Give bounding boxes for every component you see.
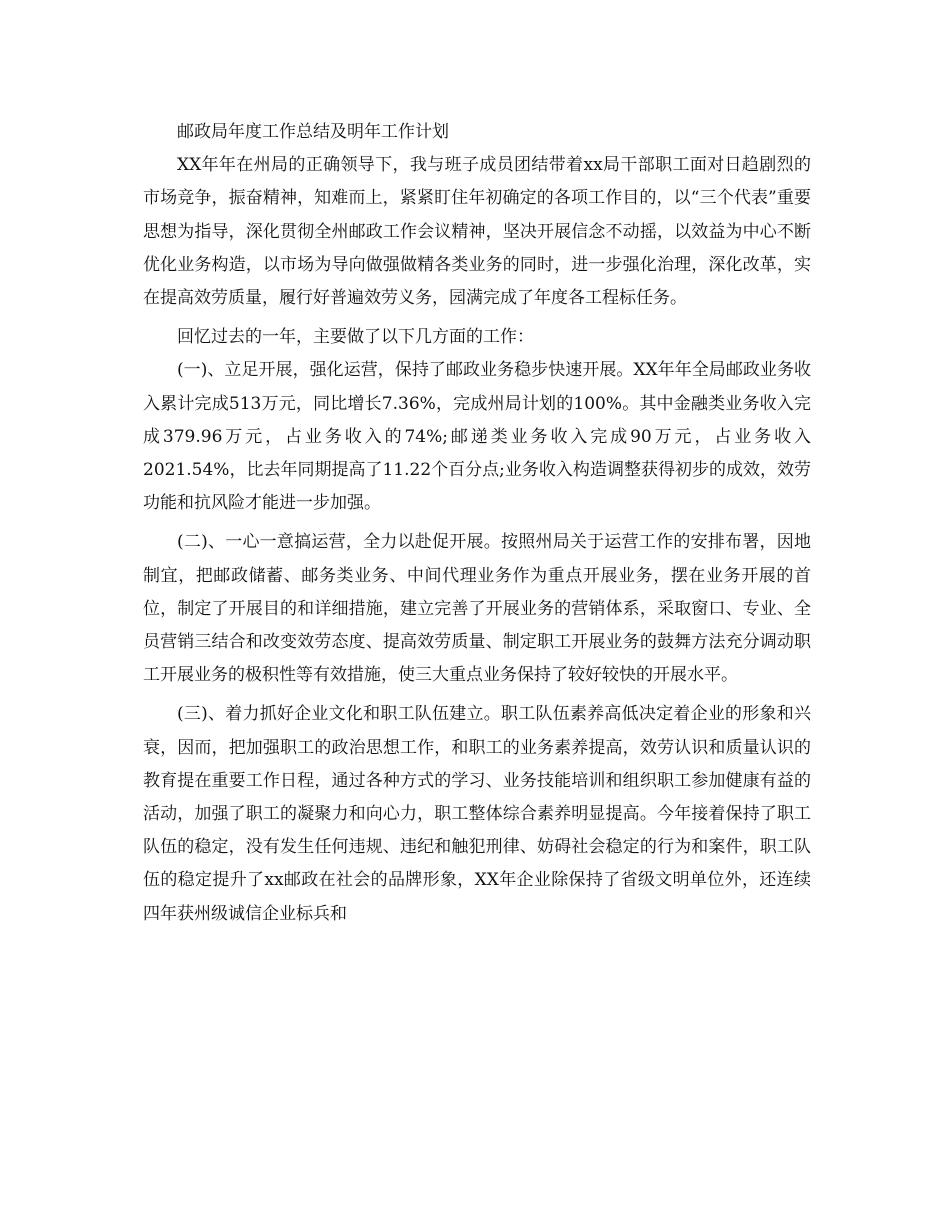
paragraph-intro: XX年年在州局的正确领导下，我与班子成员团结带着xx局干部职工面对日趋剧烈的市场竞争，振奋精神，知难而上，紧紧盯住年初确定的各项工作目的，以“三个代表”重要思想为指导，深化贯彻全州邮政工作会议精神，坚决开展信念不动摇，以效益为中心不断优化业务构造，以市场为导向做强做精各类业务的同时，进一步强化治理，深化改革，实在提高效劳质量，履行好普遍效劳义务，园满完成了年度各工程标任务。 xyxy=(143,155,811,309)
document-page xyxy=(143,116,811,931)
paragraph-section-1: (一)、立足开展，强化运营，保持了邮政业务稳步快速开展。XX年年全局邮政业务收入累计完成513万元，同比增长7.36%，完成州局计划的100%。其中金融类业务收入完成379.96万元，占业务收入的74%;邮递类业务收入完成90万元，占业务收入2021.54%，比去年同期提高了11.22个百分点;业务收入构造调整获得初步的成效，效劳功能和抗风险才能进一步加强。 xyxy=(143,360,811,514)
document-title: 邮政局年度工作总结及明年工作计划 xyxy=(177,122,449,142)
paragraph-review: 回忆过去的一年，主要做了以下几方面的工作： xyxy=(177,327,534,348)
paragraph-section-2: (二)、一心一意搞运营，全力以赴促开展。按照州局关于运营工作的安排布署，因地制宜，把邮政储蓄、邮务类业务、中间代理业务作为重点开展业务，摆在业务开展的首位，制定了开展目的和详细措施，建立完善了开展业务的营销体系，采取窗口、专业、全员营销三结合和改变效劳态度、提高效劳质量、制定职工开展业务的鼓舞方法充分调动职工开展业务的极积性等有效措施，使三大重点业务保持了较好较快的开展水平。 xyxy=(143,532,811,686)
paragraph-section-3: (三)、着力抓好企业文化和职工队伍建立。职工队伍素养高低决定着企业的形象和兴衰，因而，把加强职工的政治思想工作，和职工的业务素养提高，效劳认识和质量认识的教育提在重要工作日程，通过各种方式的学习、业务技能培训和组织职工参加健康有益的活动，加强了职工的凝聚力和向心力，职工整体综合素养明显提高。今年接着保持了职工队伍的稳定，没有发生任何违规、违纪和触犯刑律、妨碍社会稳定的行为和案件，职工队伍的稳定提升了xx邮政在社会的品牌形象，XX年企业除保持了省级文明单位外，还连续四年获州级诚信企业标兵和 xyxy=(143,704,811,924)
